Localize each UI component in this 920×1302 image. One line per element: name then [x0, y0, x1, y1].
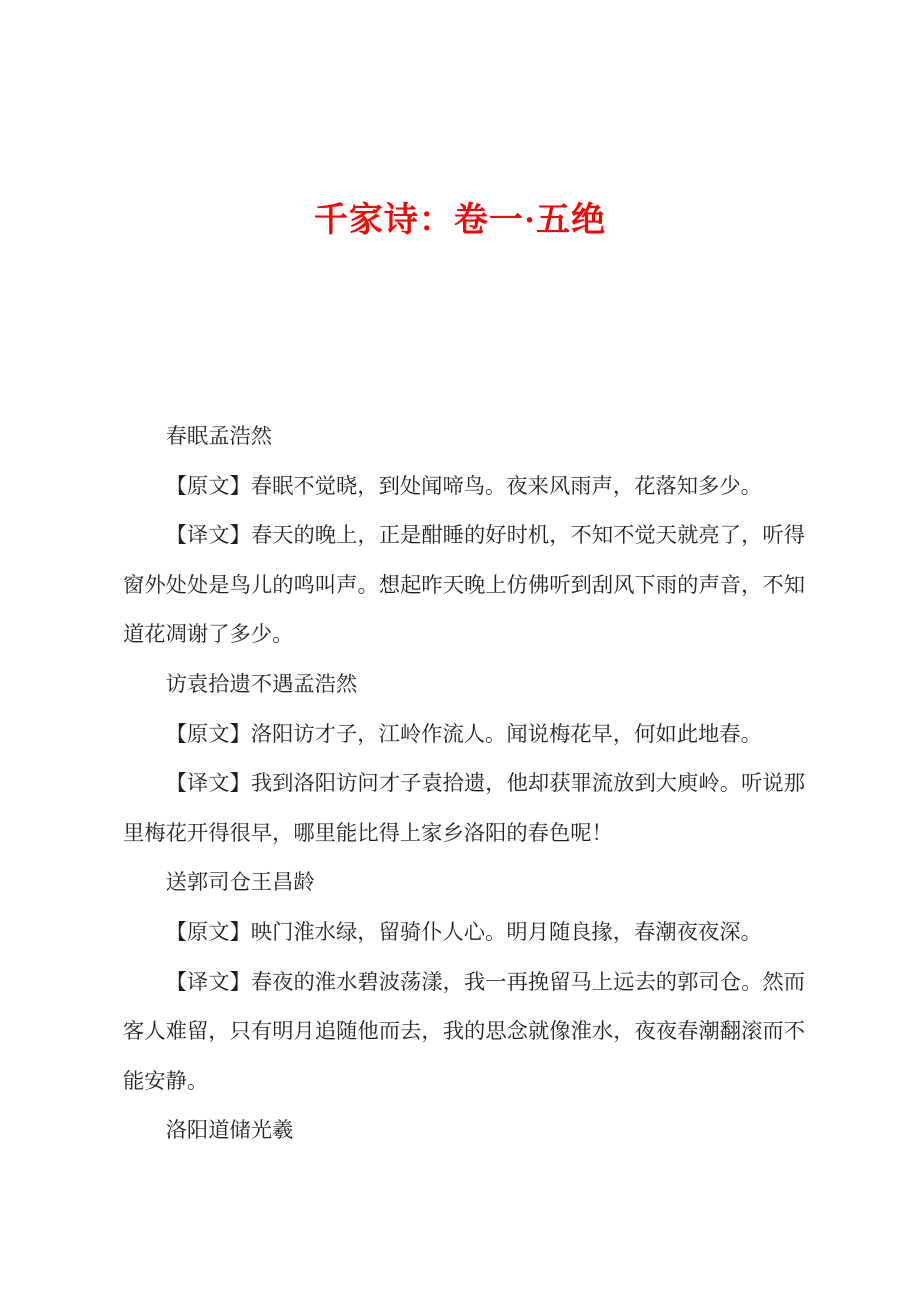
text-line: 【原文】洛阳访才子，江岭作流人。闻说梅花早，何如此地春。: [165, 721, 762, 746]
text-line: 访袁拾遗不遇孟浩然: [165, 671, 358, 696]
paragraph: [123, 462, 805, 512]
text-line: 能安静。: [123, 1068, 209, 1093]
text-line: 窗外处处是鸟儿的鸣叫声。想起昨天晚上仿佛听到刮风下雨的声音，不知: [123, 572, 805, 597]
paragraph: [123, 660, 805, 710]
paragraph: [123, 710, 805, 760]
paragraph: [123, 858, 805, 908]
text-line: 里梅花开得很早，哪里能比得上家乡洛阳的春色呢！: [123, 820, 613, 845]
text-line: 洛阳道储光羲: [165, 1118, 294, 1143]
document-body: [123, 412, 805, 1156]
paragraph: [123, 412, 805, 462]
text-line: 【译文】春天的晚上，正是酣睡的好时机，不知不觉天就亮了，听得: [165, 523, 805, 548]
paragraph: [123, 1106, 805, 1156]
paragraph: [123, 759, 805, 858]
text-line: 【原文】映门淮水绿，留骑仆人心。明月随良掾，春潮夜夜深。: [165, 919, 762, 944]
text-line: 春眠孟浩然: [165, 424, 273, 448]
text-line: 【原文】春眠不觉晓，到处闻啼鸟。夜来风雨声，花落知多少。: [165, 473, 762, 498]
page-title: 千家诗：卷一·五绝: [313, 202, 607, 239]
text-line: 【译文】春夜的淮水碧波荡漾，我一再挽留马上远去的郭司仓。然而: [165, 969, 805, 994]
paragraph: [123, 511, 805, 660]
paragraph: [123, 958, 805, 1107]
text-line: 客人难留，只有明月追随他而去，我的思念就像淮水，夜夜春潮翻滚而不: [123, 1019, 805, 1044]
text-line: 道花凋谢了多少。: [123, 622, 294, 647]
paragraph: [123, 908, 805, 958]
text-line: 送郭司仓王昌龄: [165, 870, 315, 895]
text-line: 【译文】我到洛阳访问才子袁拾遗，他却获罪流放到大庾岭。听说那: [165, 771, 805, 796]
